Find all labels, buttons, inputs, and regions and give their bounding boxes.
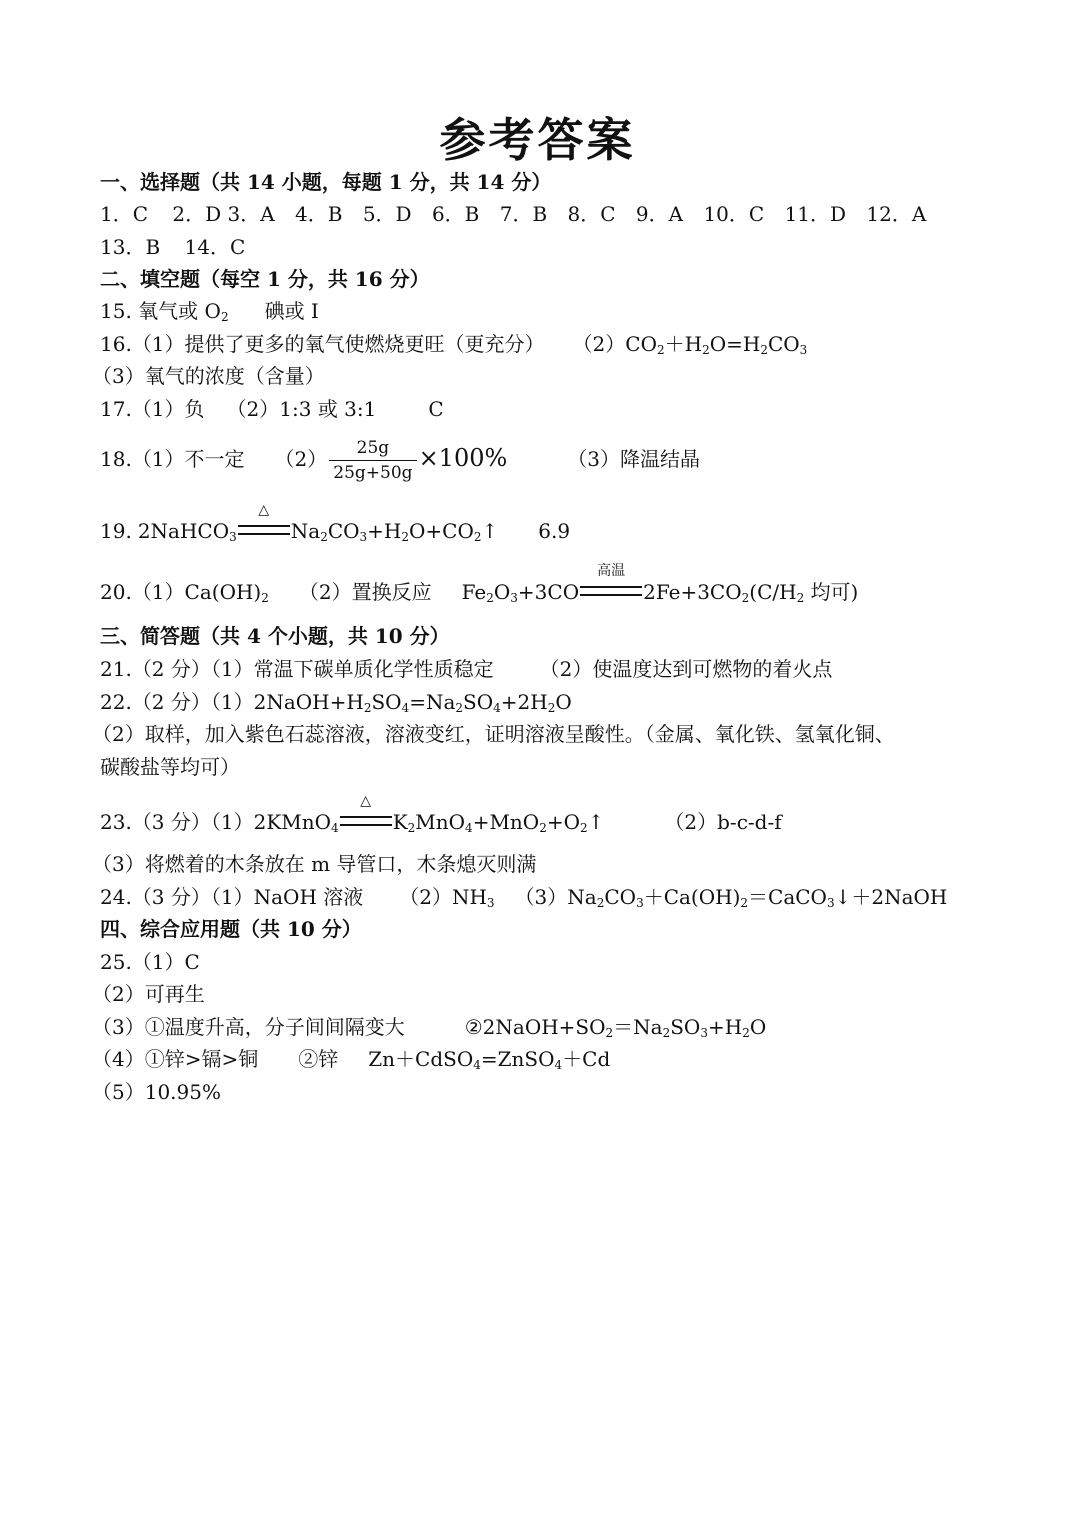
answer-13: 13．B bbox=[100, 235, 161, 259]
question-number: 21. bbox=[100, 657, 132, 681]
answer-text: （1）Ca(OH) bbox=[131, 580, 262, 604]
equation-part: 2Fe+3CO bbox=[643, 580, 742, 604]
subscript: 2 bbox=[656, 343, 665, 357]
subscript: 2 bbox=[760, 343, 768, 357]
equation-part: +H bbox=[707, 1015, 743, 1039]
answer-text: （2）使温度达到可燃物的着火点 bbox=[539, 657, 833, 681]
answer-6: 6．B bbox=[431, 202, 480, 226]
equation-part: O bbox=[749, 1015, 767, 1039]
subscript: 2 bbox=[742, 1026, 750, 1040]
answer-22 bbox=[100, 687, 572, 717]
subscript: 4 bbox=[465, 821, 473, 835]
answer-21 bbox=[100, 654, 832, 684]
equation-part: CO bbox=[767, 332, 800, 356]
section-1-heading: 一、选择题（共 14 小题，每题 1 分，共 14 分） bbox=[100, 170, 552, 194]
answer-24 bbox=[100, 882, 947, 912]
answer-5: 5．D bbox=[362, 202, 412, 226]
subscript: 2 bbox=[605, 1026, 614, 1040]
equation-part: O=H bbox=[709, 332, 761, 356]
equals-bars bbox=[238, 525, 290, 535]
subscript: 3 bbox=[826, 896, 835, 910]
answer-25-part-3 bbox=[92, 1012, 766, 1042]
subscript: 4 bbox=[493, 701, 501, 715]
equation-part: +3CO bbox=[517, 580, 580, 604]
answer-9: 9．A bbox=[635, 202, 684, 226]
percent-factor: ×100% bbox=[418, 444, 508, 472]
subscript: 2 bbox=[407, 821, 416, 835]
subscript: 2 bbox=[401, 530, 410, 544]
question-number: 25. bbox=[100, 950, 132, 974]
equation-part: ＋Cd bbox=[562, 1047, 611, 1071]
equals-bars bbox=[580, 586, 642, 596]
subscript: 2 bbox=[486, 591, 494, 605]
subscript: 2 bbox=[455, 701, 464, 715]
equation-part: （2）NH bbox=[399, 885, 487, 909]
answer-text: （3）①温度升高，分子间间隔变大 bbox=[92, 1015, 405, 1039]
question-number: 22. bbox=[100, 690, 132, 714]
answer-text: （2）b-c-d-f bbox=[664, 810, 782, 834]
answer-23-part-3: （3）将燃着的木条放在 m 导管口，木条熄灭则满 bbox=[92, 852, 537, 876]
subscript: 4 bbox=[401, 701, 410, 715]
choice-answers-row-2 bbox=[100, 232, 245, 262]
subscript: 2 bbox=[473, 530, 482, 544]
equation-part: SO bbox=[463, 690, 494, 714]
answer-text: （2）置换反应 bbox=[298, 580, 432, 604]
equation-part: O+CO bbox=[409, 519, 474, 543]
answer-23 bbox=[100, 793, 782, 837]
answer-text: C bbox=[428, 397, 444, 421]
subscript: 2 bbox=[740, 896, 749, 910]
subscript: 2 bbox=[580, 821, 588, 835]
reaction-arrow bbox=[238, 502, 290, 538]
equation-part: CO bbox=[327, 519, 360, 543]
answer-19 bbox=[100, 502, 571, 546]
equation-part: ↓＋2NaOH bbox=[834, 885, 948, 909]
answer-text: （3）降温结晶 bbox=[567, 447, 701, 471]
subscript: 2 bbox=[662, 1026, 671, 1040]
answer-text: （2） bbox=[274, 447, 328, 471]
answer-12: 12．A bbox=[866, 202, 927, 226]
subscript: 2 bbox=[596, 896, 605, 910]
answer-16 bbox=[100, 329, 807, 359]
fraction bbox=[329, 436, 416, 485]
equation-part: ＝CaCO bbox=[748, 885, 827, 909]
subscript: 3 bbox=[636, 896, 644, 910]
answer-text: （3 分）（1）NaOH 溶液 bbox=[131, 885, 364, 909]
fraction-numerator: 25g bbox=[356, 438, 390, 458]
answer-25-part-5: （5）10.95% bbox=[92, 1080, 221, 1104]
subscript: 2 bbox=[702, 343, 710, 357]
answer-text: 氧气或 O bbox=[138, 299, 221, 323]
equation-part: =ZnSO bbox=[480, 1047, 555, 1071]
equation-part: 2NaHCO bbox=[137, 519, 230, 543]
answer-text: （1）负 bbox=[131, 397, 205, 421]
equation-part: CO bbox=[604, 885, 637, 909]
subscript: 2 bbox=[539, 821, 547, 835]
question-number: 16. bbox=[100, 332, 132, 356]
subscript: 2 bbox=[261, 591, 269, 605]
equation-part: ＋Ca(OH) bbox=[643, 885, 741, 909]
answer-text: （4）①锌>镉>铜 bbox=[92, 1047, 259, 1071]
answer-10: 10．C bbox=[703, 202, 765, 226]
answer-18 bbox=[100, 426, 700, 490]
equation-part: +MnO bbox=[472, 810, 540, 834]
reaction-arrow bbox=[340, 793, 392, 829]
equation-part: SO bbox=[670, 1015, 701, 1039]
equation-part: Zn＋CdSO bbox=[368, 1047, 474, 1071]
equation-part: K bbox=[392, 810, 408, 834]
question-number: 18. bbox=[100, 447, 132, 471]
question-number: 15. bbox=[100, 299, 132, 323]
answer-text: （2）1:3 或 3:1 bbox=[226, 397, 377, 421]
answer-22-part-2-cont: 碳酸盐等均可） bbox=[100, 755, 240, 779]
answer-text: ②锌 bbox=[298, 1047, 339, 1071]
equals-bars bbox=[340, 816, 392, 826]
subscript: 3 bbox=[700, 1026, 708, 1040]
answer-text: （1）C bbox=[131, 950, 200, 974]
page-title: 参考答案 bbox=[439, 113, 636, 167]
choice-answers-row-1 bbox=[100, 199, 926, 229]
answer-17 bbox=[100, 394, 444, 424]
subscript: 4 bbox=[554, 1058, 563, 1072]
answer-20 bbox=[100, 563, 859, 607]
equation-part: 均可) bbox=[804, 580, 859, 604]
equation-part: (C/H bbox=[749, 580, 797, 604]
subscript: 2 bbox=[220, 310, 229, 324]
equation: （2）CO bbox=[572, 332, 657, 356]
equation-part: SO bbox=[371, 690, 402, 714]
equation-part: +H bbox=[367, 519, 402, 543]
section-2-heading: 二、填空题（每空 1 分，共 16 分） bbox=[100, 267, 430, 291]
subscript: 3 bbox=[229, 530, 237, 544]
equation-part: （3 分）（1）2KMnO bbox=[131, 810, 332, 834]
equation-part: MnO bbox=[415, 810, 466, 834]
answer-8: 8．C bbox=[567, 202, 616, 226]
equation-part: =Na bbox=[409, 690, 456, 714]
answer-16-part-3: （3）氧气的浓度（含量） bbox=[92, 364, 325, 388]
equation-part: Fe bbox=[461, 580, 487, 604]
answer-15 bbox=[100, 296, 319, 326]
question-number: 19. bbox=[100, 519, 132, 543]
answer-14: 14．C bbox=[184, 235, 246, 259]
question-number: 20. bbox=[100, 580, 132, 604]
answer-4: 4．B bbox=[295, 202, 343, 226]
subscript: 2 bbox=[320, 530, 328, 544]
section-4-heading: 四、综合应用题（共 10 分） bbox=[100, 917, 362, 941]
answer-value: 6.9 bbox=[538, 519, 571, 543]
subscript: 4 bbox=[331, 821, 339, 835]
answer-25 bbox=[100, 947, 200, 977]
equation-part: Na bbox=[290, 519, 321, 543]
subscript: 3 bbox=[799, 343, 808, 357]
up-arrow: ↑ bbox=[481, 519, 499, 543]
answer-text: （2 分）（1）常温下碳单质化学性质稳定 bbox=[131, 657, 494, 681]
equation-part: ②2NaOH+SO bbox=[464, 1015, 606, 1039]
fraction-denominator: 25g+50g bbox=[329, 460, 416, 485]
question-number: 24. bbox=[100, 885, 132, 909]
answer-3: 3．A bbox=[227, 202, 275, 226]
subscript: 2 bbox=[796, 591, 805, 605]
subscript: 2 bbox=[547, 701, 556, 715]
question-number: 17. bbox=[100, 397, 132, 421]
subscript: 2 bbox=[741, 591, 750, 605]
answer-25-part-4 bbox=[92, 1044, 610, 1074]
equation-part: （3）Na bbox=[514, 885, 597, 909]
up-arrow: ↑ bbox=[587, 810, 605, 834]
question-number: 23. bbox=[100, 810, 132, 834]
subscript: 2 bbox=[363, 701, 372, 715]
subscript: 4 bbox=[473, 1058, 481, 1072]
equation-part: +2H bbox=[500, 690, 548, 714]
subscript: 3 bbox=[510, 591, 518, 605]
equation-part: ＝Na bbox=[613, 1015, 663, 1039]
subscript: 3 bbox=[359, 530, 368, 544]
answer-2: 2．D bbox=[172, 202, 222, 226]
equation-part: ＋H bbox=[664, 332, 703, 356]
section-3-heading: 三、简答题（共 4 个小题，共 10 分） bbox=[100, 624, 450, 648]
equation-part: +O bbox=[546, 810, 580, 834]
answer-11: 11．D bbox=[784, 202, 847, 226]
subscript: 3 bbox=[486, 896, 495, 910]
heat-symbol: △ bbox=[258, 502, 270, 518]
answer-7: 7．B bbox=[499, 202, 548, 226]
heat-symbol: △ bbox=[360, 793, 372, 809]
answer-25-part-2: （2）可再生 bbox=[92, 982, 205, 1006]
equation-part: O bbox=[493, 580, 511, 604]
reaction-arrow bbox=[580, 563, 642, 599]
answer-1: 1．C bbox=[100, 202, 149, 226]
answer-22-part-2: （2）取样，加入紫色石蕊溶液，溶液变红，证明溶液呈酸性。（金属、氧化铁、氢氧化铜、 bbox=[92, 722, 895, 746]
answer-text: （1）不一定 bbox=[131, 447, 245, 471]
equation-part: （2 分）（1）2NaOH+H bbox=[131, 690, 364, 714]
high-temperature-label: 高温 bbox=[597, 563, 626, 579]
answer-text: 碘或 I bbox=[264, 299, 319, 323]
equation-part: O bbox=[555, 690, 572, 714]
answer-text: （1）提供了更多的氧气使燃烧更旺（更充分） bbox=[131, 332, 545, 356]
